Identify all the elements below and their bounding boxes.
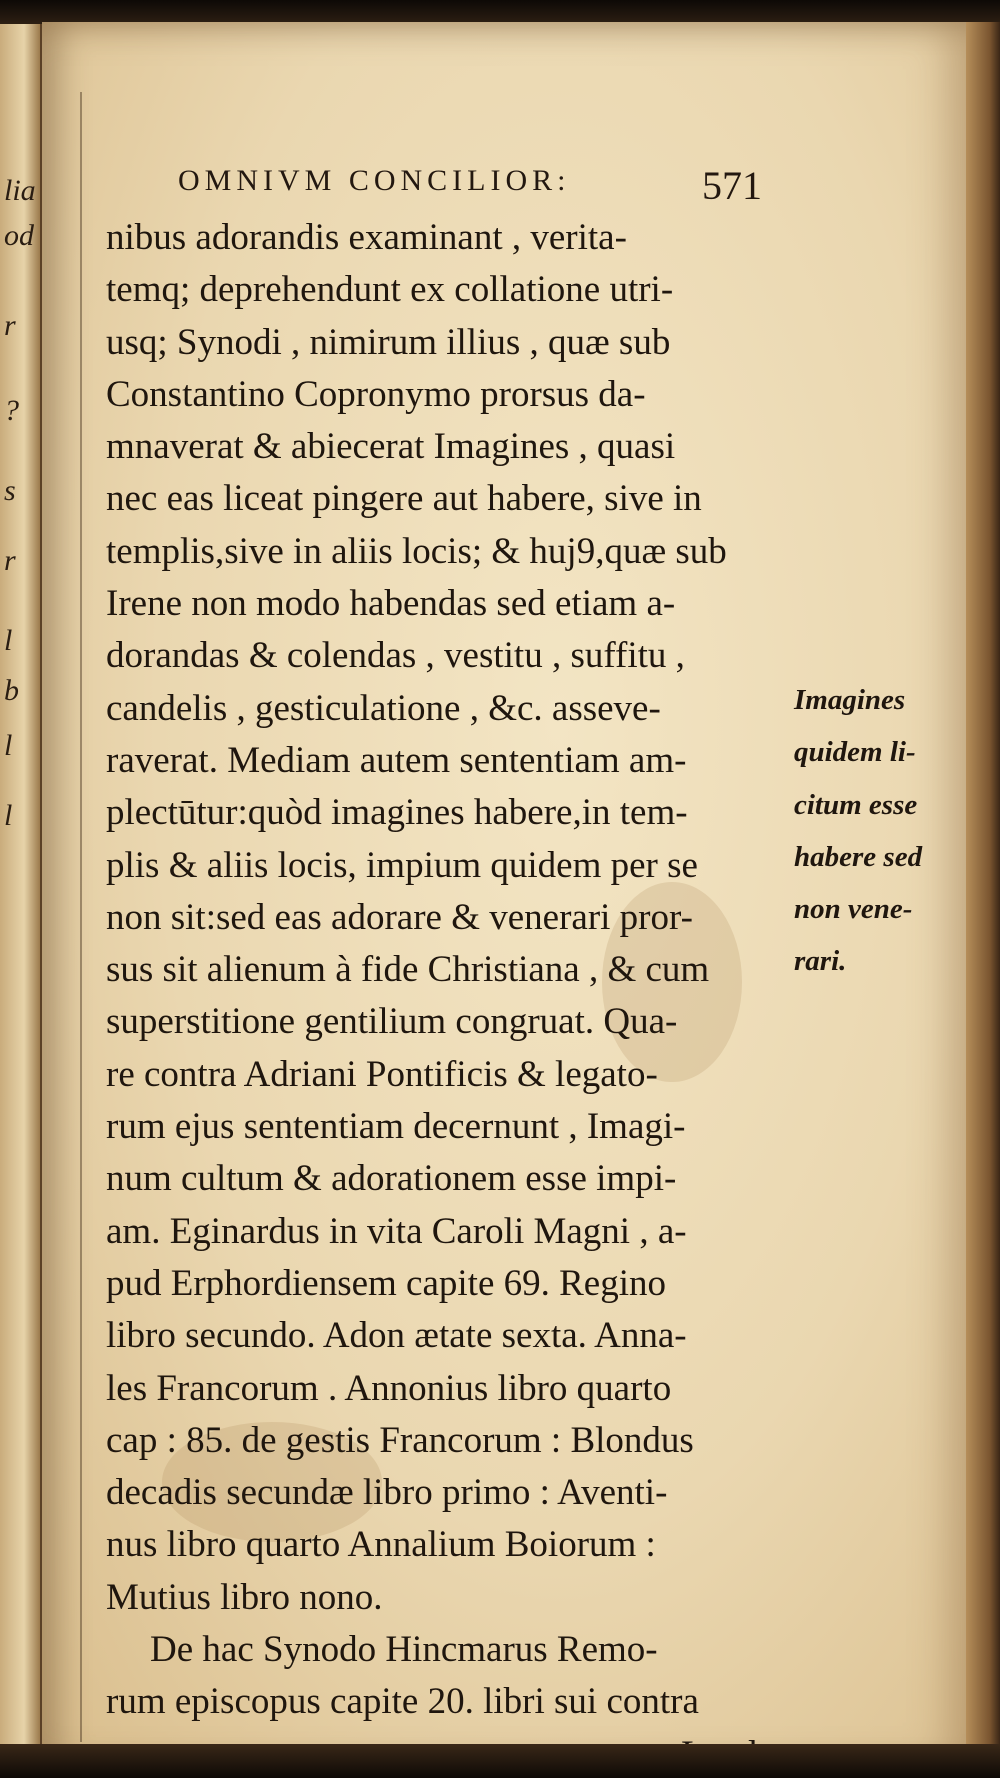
facing-fragment: lia [4, 174, 36, 207]
text-line: templis,sive in aliis locis; & huj9,quæ sub [106, 530, 727, 572]
text-line: les Francorum . Annonius libro quarto [106, 1367, 672, 1409]
main-text-block [106, 212, 796, 1778]
text-line: Mutius libro nono. [106, 1576, 383, 1618]
text-line: dorandas & colendas , vestitu , suffitu , [106, 635, 685, 677]
facing-fragment: s [4, 474, 16, 507]
marginal-line: quidem li- [794, 736, 916, 769]
text-line: superstitione gentilium congruat. Qua- [106, 1001, 678, 1043]
facing-fragment: l [4, 729, 13, 762]
text-line: num cultum & adorationem esse impi- [106, 1158, 677, 1200]
text-line: raverat. Mediam autem sententiam am- [106, 739, 687, 781]
text-line: rum ejus sententiam decernunt , Imagi- [106, 1106, 686, 1148]
text-line: rum episcopus capite 20. libri sui contra [106, 1681, 699, 1723]
text-line: libro secundo. Adon ætate sexta. Anna- [106, 1315, 687, 1357]
marginal-line: rari. [794, 945, 847, 978]
text-line: plectūtur:quòd imagines habere,in tem- [106, 792, 688, 834]
book-page [42, 22, 980, 1770]
marginal-line: citum esse [794, 788, 918, 821]
text-line: usq; Synodi , nimirum illius , quæ sub [106, 321, 671, 363]
text-line: non sit:sed eas adorare & venerari pror- [106, 896, 693, 938]
gutter-shadow [80, 92, 82, 1742]
page-number: 571 [702, 163, 762, 208]
facing-fragment: l [4, 799, 13, 832]
text-line: am. Eginardus in vita Caroli Magni , a- [106, 1210, 687, 1252]
text-line: plis & aliis locis, impium quidem per se [106, 844, 698, 886]
facing-fragment: r [4, 309, 16, 342]
text-line: Constantino Copronymo prorsus da- [106, 373, 646, 415]
text-line: re contra Adriani Pontificis & legato- [106, 1053, 658, 1095]
facing-fragment: l [4, 624, 13, 657]
text-line: sus sit alienum à fide Christiana , & cum [106, 949, 710, 991]
text-line: candelis , gesticulatione , &c. asseve- [106, 687, 661, 729]
running-head: OMNIVM CONCILIOR: [178, 164, 571, 197]
marginal-note [794, 674, 994, 988]
facing-page-edge [0, 24, 42, 1764]
facing-fragment: b [4, 674, 19, 707]
text-line: Irene non modo habendas sed etiam a- [106, 583, 676, 625]
text-line: cap : 85. de gestis Francorum : Blondus [106, 1419, 694, 1461]
text-line: nus libro quarto Annalium Boiorum : [106, 1524, 656, 1566]
facing-fragment: ? [4, 394, 19, 427]
marginal-line: non vene- [794, 893, 913, 926]
facing-fragment: od [4, 219, 34, 252]
text-line: De hac Synodo Hincmarus Remo- [150, 1629, 658, 1671]
bottom-shadow [0, 1744, 1000, 1778]
page-fore-edge [966, 22, 1000, 1770]
marginal-line: Imagines [794, 684, 906, 716]
text-line: nec eas liceat pingere aut habere, sive in [106, 478, 702, 520]
text-line: mnaverat & abiecerat Imagines , quasi [106, 426, 676, 468]
text-line: pud Erphordiensem capite 69. Regino [106, 1262, 667, 1304]
facing-fragment: r [4, 544, 16, 577]
text-line: temq; deprehendunt ex collatione utri- [106, 269, 674, 311]
text-line: nibus adorandis examinant , verita- [106, 217, 627, 258]
text-line: decadis secundæ libro primo : Aventi- [106, 1472, 668, 1514]
marginal-line: habere sed [794, 840, 923, 873]
